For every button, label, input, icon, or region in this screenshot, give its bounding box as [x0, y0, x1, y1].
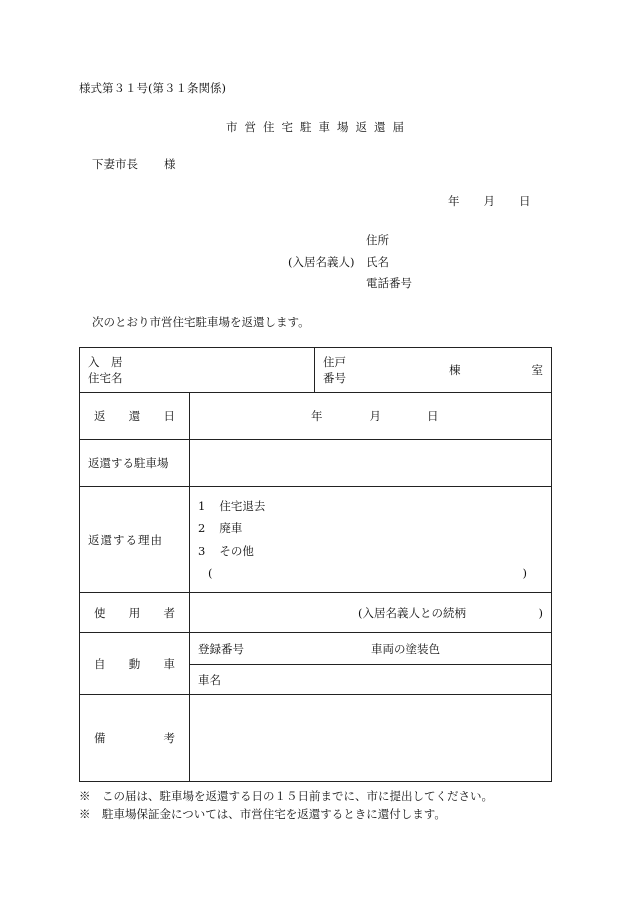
- user-label: [80, 593, 190, 633]
- applicant-role: (入居名義人): [288, 255, 355, 269]
- row-return-date: [80, 393, 552, 440]
- dwelling-number-cell[interactable]: [315, 348, 552, 393]
- date-month: 月: [483, 194, 495, 208]
- label-char: 考: [163, 731, 175, 745]
- paren-close: ): [522, 566, 527, 580]
- date-year: 年: [448, 194, 460, 208]
- note-2: ※ 駐車場保証金については、市営住宅を返還するときに還付します。: [79, 807, 446, 821]
- remarks-field[interactable]: [190, 695, 552, 782]
- label-char: 者: [163, 605, 175, 620]
- option-number: 2: [198, 521, 206, 535]
- option-text: 住宅退去: [219, 498, 266, 513]
- intro-text: 次のとおり市営住宅駐車場を返還します。: [92, 315, 310, 329]
- dwelling-label-line2: 番号: [323, 371, 346, 385]
- address-label: 住所: [366, 233, 389, 247]
- housing-name-cell[interactable]: [80, 348, 315, 393]
- label-char: 使: [94, 605, 106, 620]
- row-vehicle-1: [80, 633, 552, 665]
- label-char: 車: [163, 656, 175, 671]
- reason-field[interactable]: [190, 487, 552, 593]
- row-dwelling: [80, 348, 552, 393]
- reason-label: 返還する理由: [80, 487, 190, 593]
- option-number: 1: [198, 498, 206, 513]
- registration-label: 登録番号: [198, 641, 244, 656]
- dwelling-label-line1: 住戸: [323, 355, 346, 369]
- name-label: 氏名: [366, 255, 389, 269]
- addressee: [92, 156, 176, 172]
- phone-label: 電話番号: [366, 276, 412, 290]
- paren-open: (: [208, 566, 213, 580]
- label-char: 還: [128, 409, 141, 423]
- relation-label: (入居名義人との続柄: [358, 605, 466, 620]
- vehicle-label: [80, 633, 190, 695]
- document-title: 市営住宅駐車場返還届: [226, 120, 411, 134]
- user-field[interactable]: [190, 593, 552, 633]
- remarks-label: [80, 695, 190, 782]
- label-char: 用: [128, 605, 141, 620]
- addressee-honorific: 様: [164, 157, 176, 171]
- label-char: 日: [163, 409, 175, 423]
- row-parking: [80, 440, 552, 487]
- submission-date: [448, 193, 531, 209]
- label-char: 動: [128, 656, 141, 671]
- note-1: ※ この届は、駐車場を返還する日の１５日前までに、市に提出してください。: [79, 789, 493, 803]
- paint-color-label: 車両の塗装色: [371, 641, 440, 656]
- parking-label: 返還する駐車場: [80, 440, 190, 487]
- label-char: 備: [94, 731, 106, 745]
- option-text: 廃車: [219, 521, 243, 535]
- return-month: 月: [369, 409, 381, 423]
- housing-label-line2: 住宅名: [88, 371, 123, 385]
- date-day: 日: [519, 194, 531, 208]
- return-day: 日: [427, 409, 439, 423]
- reason-option-1[interactable]: [198, 495, 543, 518]
- form-number: 様式第３１号(第３１条関係): [79, 81, 226, 95]
- row-user: [80, 593, 552, 633]
- relation-close: ): [538, 605, 543, 620]
- option-number: 3: [198, 543, 206, 558]
- row-reason: [80, 487, 552, 593]
- other-reason-field[interactable]: [198, 562, 543, 585]
- option-text: その他: [219, 543, 254, 558]
- reason-option-2[interactable]: [198, 517, 543, 540]
- row-remarks: [80, 695, 552, 782]
- reason-option-3[interactable]: [198, 540, 543, 563]
- vehicle-registration-field[interactable]: [190, 633, 552, 665]
- room-label: 室: [531, 363, 543, 377]
- return-date-label: [80, 393, 190, 440]
- return-form-table: [79, 347, 552, 782]
- label-char: 自: [94, 656, 106, 671]
- return-year: 年: [311, 409, 323, 423]
- building-label: 棟: [449, 363, 461, 377]
- return-date-field[interactable]: [190, 393, 552, 440]
- car-name-label: 車名: [198, 672, 221, 687]
- car-name-field[interactable]: [190, 665, 552, 695]
- label-char: 返: [94, 409, 106, 423]
- parking-field[interactable]: [190, 440, 552, 487]
- addressee-name: 下妻市長: [92, 157, 138, 171]
- housing-label-line1: 入 居: [88, 355, 123, 369]
